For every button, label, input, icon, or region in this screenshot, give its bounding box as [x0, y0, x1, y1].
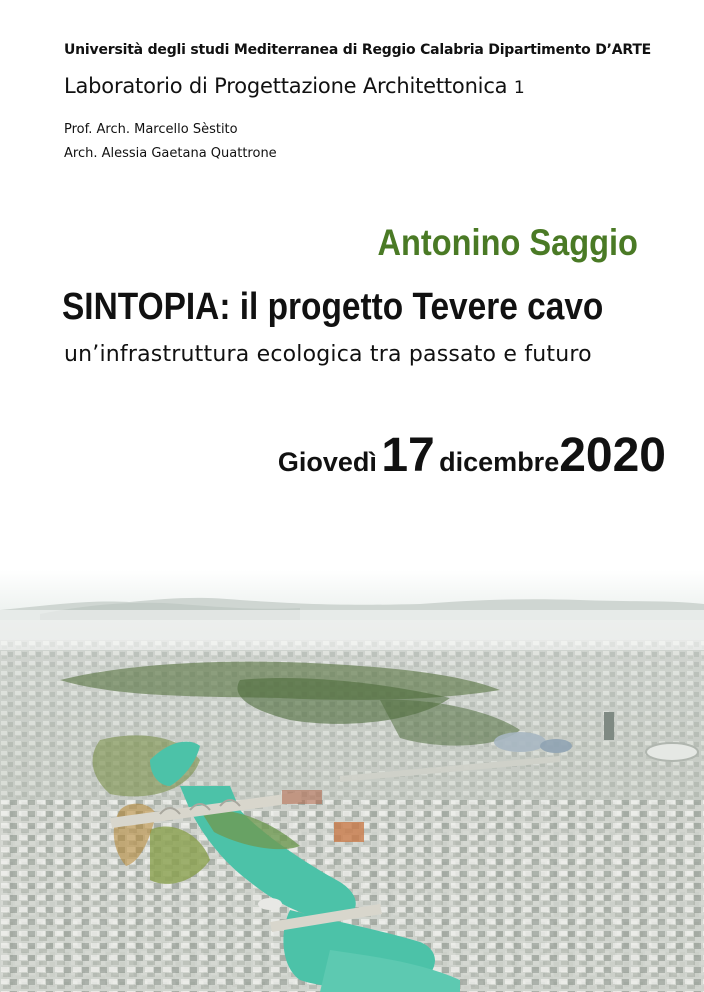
lecture-date [278, 428, 666, 483]
laboratory-name: Laboratorio di Progettazione Architettonica [64, 74, 508, 98]
lecture-subtitle: un’infrastruttura ecologica tra passato e futuro [64, 342, 592, 367]
professor-name: Prof. Arch. Marcello Sèstito [64, 122, 238, 137]
date-month: dicembre [439, 447, 560, 477]
speaker-name: Antonino Saggio [377, 222, 638, 263]
lecture-title: SINTOPIA: il progetto Tevere cavo [62, 286, 604, 328]
university-department: Università degli studi Mediterranea di Reggio Calabria Dipartimento D’ARTE [64, 42, 652, 58]
assistant-name: Arch. Alessia Gaetana Quattrone [64, 146, 277, 161]
laboratory-title [64, 74, 524, 98]
aerial-city-river-image [0, 570, 704, 992]
date-weekday: Giovedì [277, 447, 377, 477]
date-year: 2020 [559, 429, 666, 482]
laboratory-number: 1 [513, 78, 525, 98]
date-day: 17 [381, 429, 435, 482]
